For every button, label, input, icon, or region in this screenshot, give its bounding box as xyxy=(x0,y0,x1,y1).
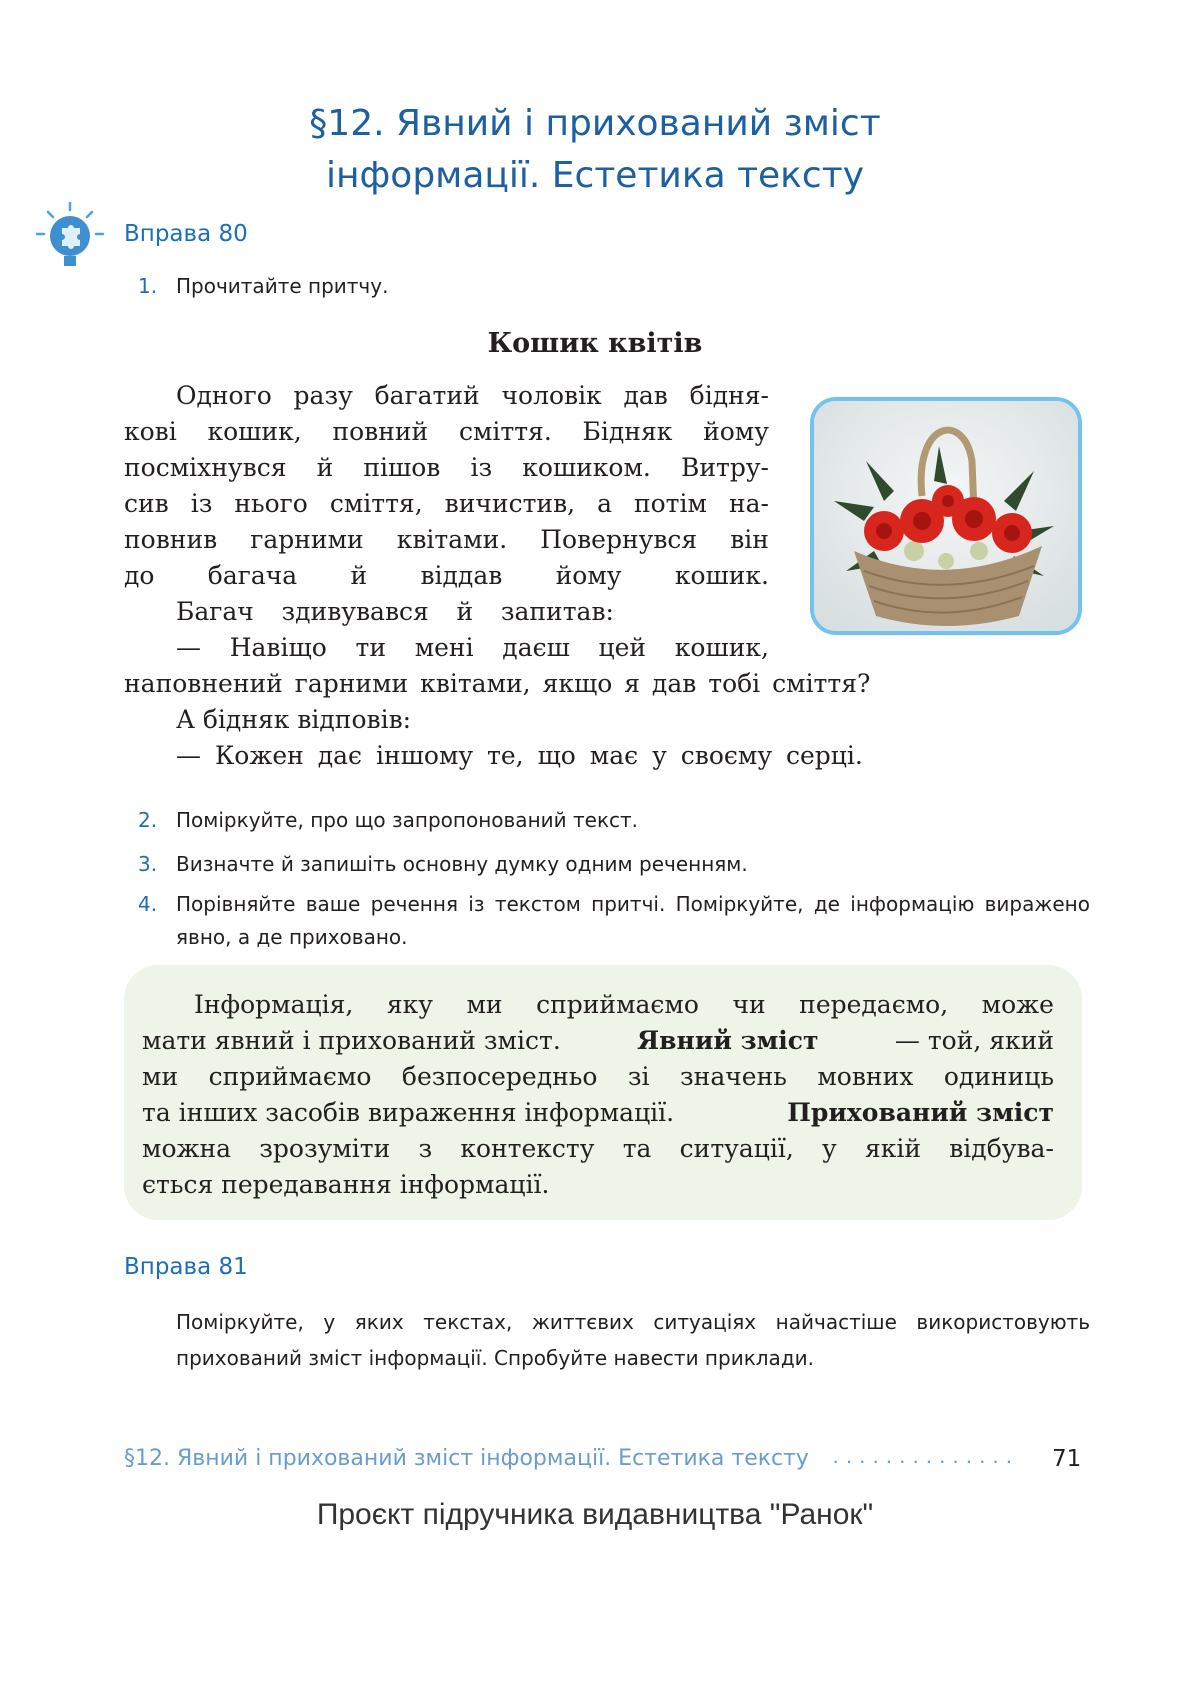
puzzle-head-icon xyxy=(34,200,106,272)
leader-dots: ·············· xyxy=(832,1448,1019,1473)
story-line: Одного разу багатий чоловік дав бідня- xyxy=(176,381,769,410)
task-text: Прочитайте притчу. xyxy=(176,274,389,298)
story-line: посміхнувся й пішов із кошиком. Витру- xyxy=(124,453,769,482)
story-title: Кошик квітів xyxy=(487,328,703,359)
task-text: Поміркуйте, про що запропонований текст. xyxy=(176,808,639,832)
task-text: Порівняйте ваше речення із текстом притчі. Поміркуйте, де інформацію виражено явно, а де приховано. xyxy=(176,892,1090,949)
publisher-note: Проєкт підручника видавництва "Ранок" xyxy=(316,1498,874,1531)
task-number: 2. xyxy=(138,808,158,832)
story-line: — Навіщо ти мені даєш цей кошик, xyxy=(176,633,769,662)
story-line: Багач здивувався й запитав: xyxy=(176,597,614,626)
task-number: 3. xyxy=(138,852,158,876)
task-item xyxy=(138,804,1090,837)
page-number: 71 xyxy=(1052,1446,1082,1472)
task-item xyxy=(138,848,1090,881)
task-item xyxy=(138,270,1090,303)
flower-basket-image xyxy=(810,397,1082,635)
story-line: кові кошик, повний сміття. Бідняк йому xyxy=(124,417,769,446)
definition-line: мати явний і прихований зміст. Явний зміст — той, який xyxy=(142,1023,1054,1059)
story-line: А бідняк відповів: xyxy=(176,705,412,734)
task-number: 1. xyxy=(138,274,158,298)
task-item xyxy=(138,888,1090,954)
exercise-81-text: Поміркуйте, у яких текстах, життєвих ситуаціях найчастіше використовують прихований зміст інформації. Спробуйте навести приклади. xyxy=(176,1310,1090,1370)
story-line: — Кожен дає іншому те, що має у своєму серці. xyxy=(176,741,863,770)
definition-line: ється передавання інформації. xyxy=(142,1170,550,1199)
exercise-81-heading: Вправа 81 xyxy=(124,1254,248,1280)
definition-line: Інформація, яку ми сприймаємо чи передаємо, може xyxy=(194,990,1054,1019)
story-line: повнив гарними квітами. Повернувся він xyxy=(124,525,769,554)
page-title xyxy=(0,98,1190,202)
exercise-80-heading: Вправа 80 xyxy=(124,221,248,247)
running-title: §12. Явний і прихований зміст інформації. Естетика тексту xyxy=(124,1446,809,1471)
term-hidden: Прихований зміст xyxy=(787,1098,1054,1127)
definition-box xyxy=(124,965,1082,1220)
term-explicit: Явний зміст xyxy=(637,1026,819,1055)
page-title-line-2: інформації. Естетика тексту xyxy=(325,155,864,196)
page-title-line-1: §12. Явний і прихований зміст xyxy=(309,103,881,144)
definition-line: ми сприймаємо безпосередньо зі значень мовних одиниць xyxy=(142,1062,1054,1091)
task-number: 4. xyxy=(138,892,158,916)
task-text: Визначте й запишіть основну думку одним реченням. xyxy=(176,852,748,876)
story-line: до багача й віддав йому кошик. xyxy=(124,561,769,590)
story-line: сив із нього сміття, вичистив, а потім на- xyxy=(124,489,769,518)
story-line: наповнений гарними квітами, якщо я дав тобі сміття? xyxy=(124,669,871,698)
definition-line: та інших засобів вираження інформації. Прихований зміст xyxy=(142,1095,1054,1131)
definition-line: можна зрозуміти з контексту та ситуації, у якій відбува- xyxy=(142,1134,1054,1163)
